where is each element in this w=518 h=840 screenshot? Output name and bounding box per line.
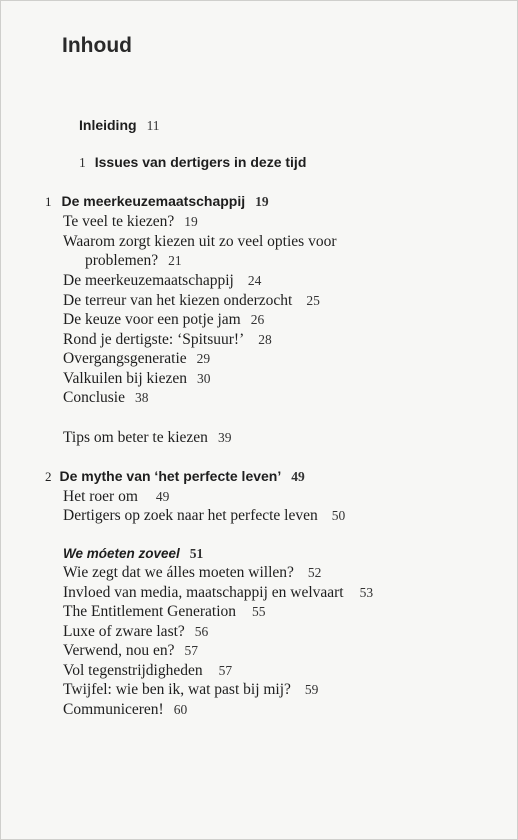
toc-entry bbox=[63, 661, 232, 680]
toc-entry bbox=[63, 641, 198, 660]
toc-entry bbox=[63, 349, 210, 368]
toc-entry bbox=[63, 563, 321, 582]
entry-page: 60 bbox=[173, 702, 188, 717]
toc-entry bbox=[63, 487, 169, 506]
toc-entry bbox=[63, 291, 320, 310]
entry-page: 59 bbox=[304, 682, 319, 697]
entry-page: 53 bbox=[359, 585, 374, 600]
entry-page: 39 bbox=[217, 430, 232, 445]
toc-part-1 bbox=[79, 153, 306, 172]
entry-label: Twijfel: wie ben ik, wat past bij mij? bbox=[63, 681, 291, 698]
toc-entry bbox=[63, 506, 345, 525]
entry-page: 57 bbox=[218, 663, 233, 678]
toc-entry-continuation bbox=[85, 251, 182, 270]
toc-entry bbox=[63, 232, 337, 251]
entry-page: 26 bbox=[250, 312, 265, 327]
entry-label: Te veel te kiezen? bbox=[63, 213, 175, 230]
entry-page: 21 bbox=[168, 253, 182, 268]
entry-page: 50 bbox=[331, 508, 346, 523]
toc-entry bbox=[63, 310, 264, 329]
toc-entry bbox=[63, 700, 187, 719]
entry-label: problemen? bbox=[85, 252, 159, 269]
entry-label: De terreur van het kiezen onderzocht bbox=[63, 292, 293, 309]
entry-page: 55 bbox=[252, 604, 266, 619]
chapter-number: 2 bbox=[45, 469, 52, 484]
part-number: 1 bbox=[79, 155, 86, 170]
entry-label: Dertigers op zoek naar het perfecte leven bbox=[63, 507, 318, 524]
part-label: Issues van dertigers in deze tijd bbox=[94, 154, 307, 170]
entry-label: Invloed van media, maatschappij en welvaart bbox=[63, 584, 344, 601]
section-page: 51 bbox=[189, 546, 204, 561]
entry-label: Waarom zorgt kiezen uit zo veel opties voor bbox=[63, 233, 337, 250]
entry-label: Communiceren! bbox=[63, 701, 164, 718]
entry-page: 11 bbox=[146, 118, 160, 133]
toc-entry bbox=[63, 369, 210, 388]
entry-page: 24 bbox=[247, 273, 262, 288]
entry-page: 19 bbox=[184, 214, 198, 229]
entry-label: De keuze voor een potje jam bbox=[63, 311, 241, 328]
entry-label: Valkuilen bij kiezen bbox=[63, 370, 187, 387]
toc-entry bbox=[63, 388, 149, 407]
toc-entry-tips bbox=[63, 428, 231, 447]
entry-label: De meerkeuzemaatschappij bbox=[63, 272, 234, 289]
entry-label: Het roer om bbox=[63, 488, 138, 505]
entry-page: 30 bbox=[196, 371, 211, 386]
toc-entry bbox=[63, 330, 272, 349]
toc-entry bbox=[63, 583, 373, 602]
entry-label: Inleiding bbox=[79, 117, 137, 133]
entry-page: 57 bbox=[184, 643, 198, 658]
entry-page: 28 bbox=[258, 332, 272, 347]
toc-entry bbox=[63, 622, 208, 641]
chapter-label: De meerkeuzemaatschappij bbox=[61, 193, 246, 209]
entry-page: 38 bbox=[135, 390, 149, 405]
entry-label: Luxe of zware last? bbox=[63, 623, 185, 640]
toc-section-heading bbox=[63, 544, 203, 563]
entry-label: Overgangsgeneratie bbox=[63, 350, 187, 367]
chapter-page: 19 bbox=[255, 194, 269, 209]
toc-chapter-1 bbox=[45, 192, 269, 211]
entry-page: 56 bbox=[194, 624, 209, 639]
entry-label: The Entitlement Generation bbox=[63, 603, 237, 620]
entry-page: 25 bbox=[306, 293, 320, 308]
page-title: Inhoud bbox=[62, 34, 132, 57]
entry-label: Vol tegenstrijdigheden bbox=[63, 662, 203, 679]
entry-label: Rond je dertigste: ‘Spitsuur!’ bbox=[63, 331, 245, 348]
toc-entry bbox=[63, 680, 318, 699]
toc-chapter-2 bbox=[45, 467, 305, 486]
entry-page: 49 bbox=[155, 489, 170, 504]
toc-entry bbox=[63, 212, 198, 231]
toc-entry bbox=[63, 602, 266, 621]
toc-entry-intro bbox=[79, 116, 160, 135]
entry-label: Conclusie bbox=[63, 389, 125, 406]
entry-label: Verwend, nou en? bbox=[63, 642, 175, 659]
chapter-number: 1 bbox=[45, 194, 52, 209]
chapter-label: De mythe van ‘het perfecte leven’ bbox=[59, 468, 282, 484]
toc-entry bbox=[63, 271, 261, 290]
entry-label: Wie zegt dat we álles moeten willen? bbox=[63, 564, 294, 581]
section-label: We móeten zoveel bbox=[63, 546, 180, 561]
entry-page: 29 bbox=[196, 351, 211, 366]
entry-page: 52 bbox=[307, 565, 322, 580]
entry-label: Tips om beter te kiezen bbox=[63, 429, 208, 446]
chapter-page: 49 bbox=[291, 469, 305, 484]
